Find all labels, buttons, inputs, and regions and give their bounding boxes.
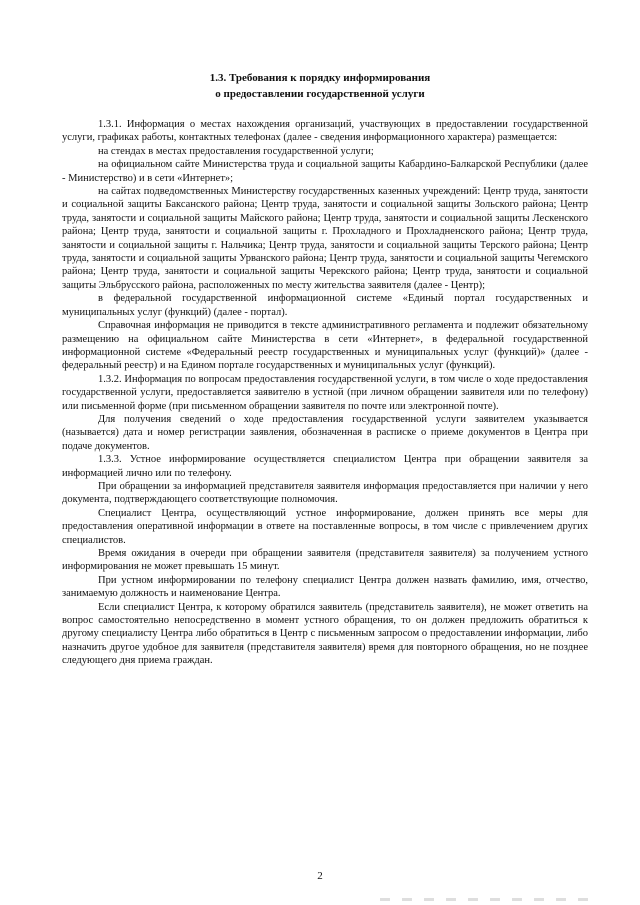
paragraph-1-3-2: 1.3.2. Информация по вопросам предоставления государственной услуги, в том числе о ходе предоставления государственной услуги, предоставляется заявителю в устной (при личном обращении заявителя или по телефону) или письменной форме (при письменном обращении заявителя по почте или электронной почте).	[62, 373, 588, 412]
scan-artifact	[380, 898, 590, 901]
paragraph-stands: на стендах в местах предоставления государственной услуги;	[98, 145, 374, 157]
paragraph-1-3-1: 1.3.1. Информация о местах нахождения организаций, участвующих в предоставлении государственной услуги, графиках работы, контактных телефонах (далее - сведения информационного характера) размещается:	[62, 119, 588, 144]
paragraph-redirect: Если специалист Центра, к которому обратился заявитель (представитель заявителя), не может ответить на вопрос самостоятельно непосредственно в момент устного обращения, то он должен предложить обратиться к другому специалисту Центра либо обратиться в Центр с письменным запросом о предоставлении информации, либо назначить другое удобное для заявителя (представителя заявителя) время для повторного обращения, но не позднее следующего дня приема граждан.	[62, 601, 588, 667]
paragraph-waiting-time: Время ожидания в очереди при обращении заявителя (представителя заявителя) за получением устного информирования не может превышать 15 минут.	[62, 548, 588, 573]
paragraph-reference-info: Справочная информация не приводится в тексте административного регламента и подлежит обязательному размещению на официальном сайте Министерства в сети «Интернет», в федеральной государственной информационной системе «Федеральный реестр государственных и муниципальных услуг (функций)» (далее - федеральный реестр) и на Едином портале государственных и муниципальных услуг (функций).	[62, 320, 588, 372]
section-heading	[60, 70, 580, 102]
section-heading-line-2: о предоставлении государственной услуги	[215, 88, 425, 100]
paragraph-representative: При обращении за информацией представителя заявителя информация предоставляется при наличии у него документа, подтверждающего соответствующие полномочия.	[62, 480, 588, 506]
paragraph-ministry-site: на официальном сайте Министерства труда и социальной защиты Кабардино-Балкарской Республики (далее - Министерство) и в сети «Интернет»;	[62, 159, 588, 184]
paragraph-centers-list: на сайтах подведомственных Министерству государственных казенных учреждений: Центр труда, занятости и социальной защиты Баксанского района; Центр труда, занятости и социальной защиты Зольского района; Центр труда, занятости и социальной защиты Майского района; Центр труда, занятости и социальной защиты Лескенского района; Центр труда, занятости и социальной защиты г. Прохладного и Прохладненского района; Центр труда, занятости и социальной защиты г. Нальчика; Центр труда, занятости и социальной защиты Терского района; Центр труда, занятости и социальной защиты Урванского района; Центр труда, занятости и социальной защиты Чегемского района; Центр труда, занятости и социальной защиты Черекского района; Центр труда, занятости и социальной защиты Эльбрусского района, расположенных по месту жительства заявителя (далее - Центр);	[62, 186, 588, 291]
paragraph-portal: в федеральной государственной информационной системе «Единый портал государственных и муниципальных услуг (функций) (далее - портал).	[62, 293, 588, 318]
paragraph-specialist-duties: Специалист Центра, осуществляющий устное информирование, должен принять все меры для предоставления оперативной информации в ответе на поставленные вопросы, в том числе с привлечением других специалистов.	[62, 507, 588, 546]
page-number: 2	[317, 870, 323, 882]
paragraph-phone-info: При устном информировании по телефону специалист Центра должен назвать фамилию, имя, отчество, занимаемую должность и наименование Центра.	[62, 574, 588, 600]
paragraph-status-info: Для получения сведений о ходе предоставления государственной услуги заявителем указывается (называется) дата и номер регистрации заявления, обозначенная в расписке о приеме документов в Центра при подаче документов.	[62, 413, 588, 452]
paragraph-1-3-3: 1.3.3. Устное информирование осуществляется специалистом Центра при обращении заявителя за информацией лично или по телефону.	[62, 454, 588, 479]
section-heading-line-1: 1.3. Требования к порядку информирования	[209, 72, 431, 84]
body-text	[62, 118, 588, 668]
